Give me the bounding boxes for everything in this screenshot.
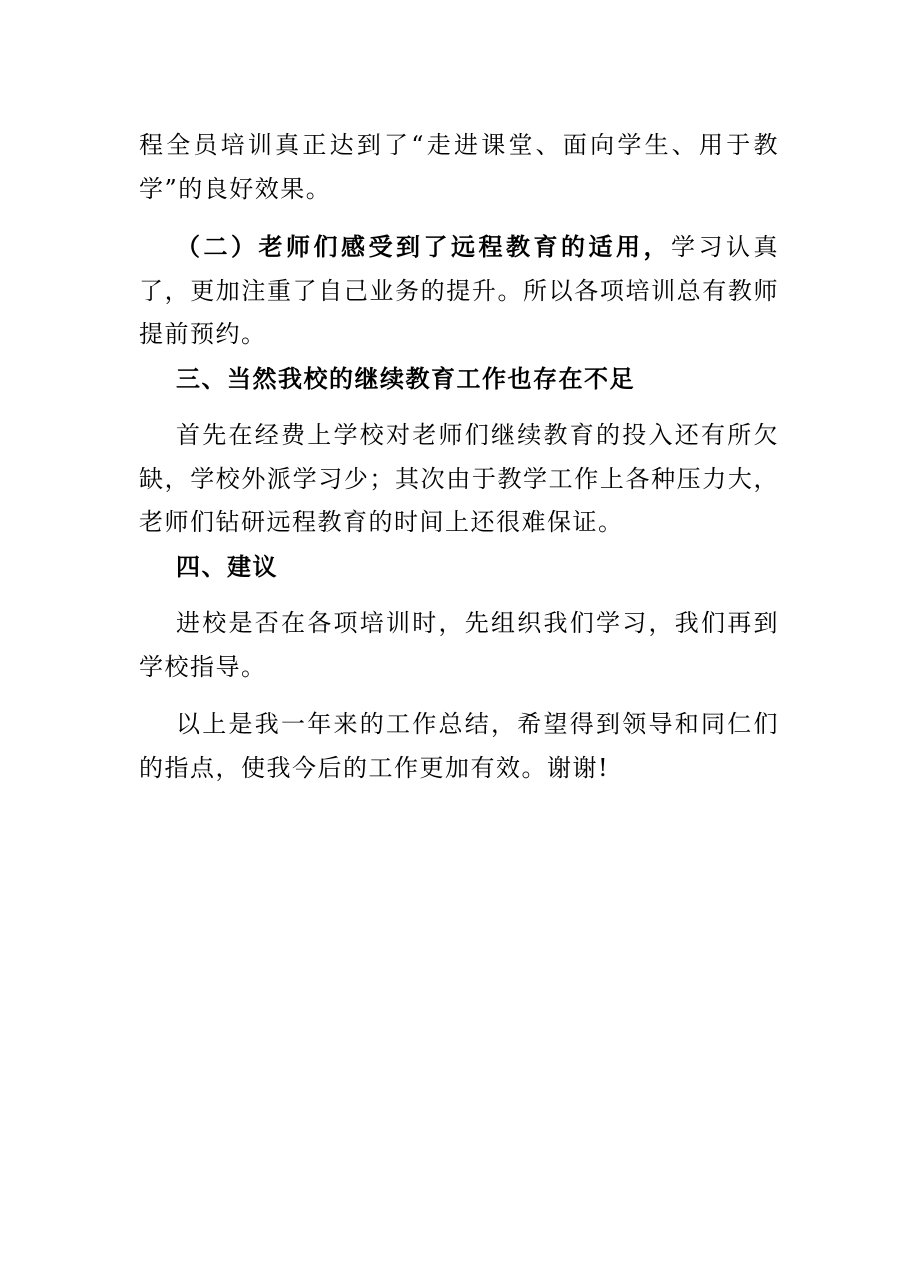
paragraph-shortcomings: 首先在经费上学校对老师们继续教育的投入还有所欠缺，学校外派学习少；其次由于教学工作上各种压力大，老师们钻研远程教育的时间上还很难保证。 — [139, 421, 779, 536]
section-three-heading: 三、当然我校的继续教育工作也存在不足 — [176, 363, 635, 393]
document-page — [139, 124, 779, 790]
subsection-two-body: 学习认真了，更加注重了自己业务的提升。所以各项培训总有教师提前预约。 — [139, 233, 779, 348]
subsection-two-heading: （二）老师们感受到了远程教育的适用， — [176, 232, 671, 261]
paragraph-subsection-two — [139, 225, 779, 357]
paragraph-suggestion: 进校是否在各项培训时，先组织我们学习，我们再到学校指导。 — [139, 609, 779, 681]
paragraph-continuation: 程全员培训真正达到了“走进课堂、面向学生、用于教学”的良好效果。 — [139, 131, 779, 203]
paragraph-closing: 以上是我一年来的工作总结，希望得到领导和同仁们的指点，使我今后的工作更加有效。谢谢! — [139, 710, 779, 782]
section-four-heading: 四、建议 — [176, 551, 278, 581]
